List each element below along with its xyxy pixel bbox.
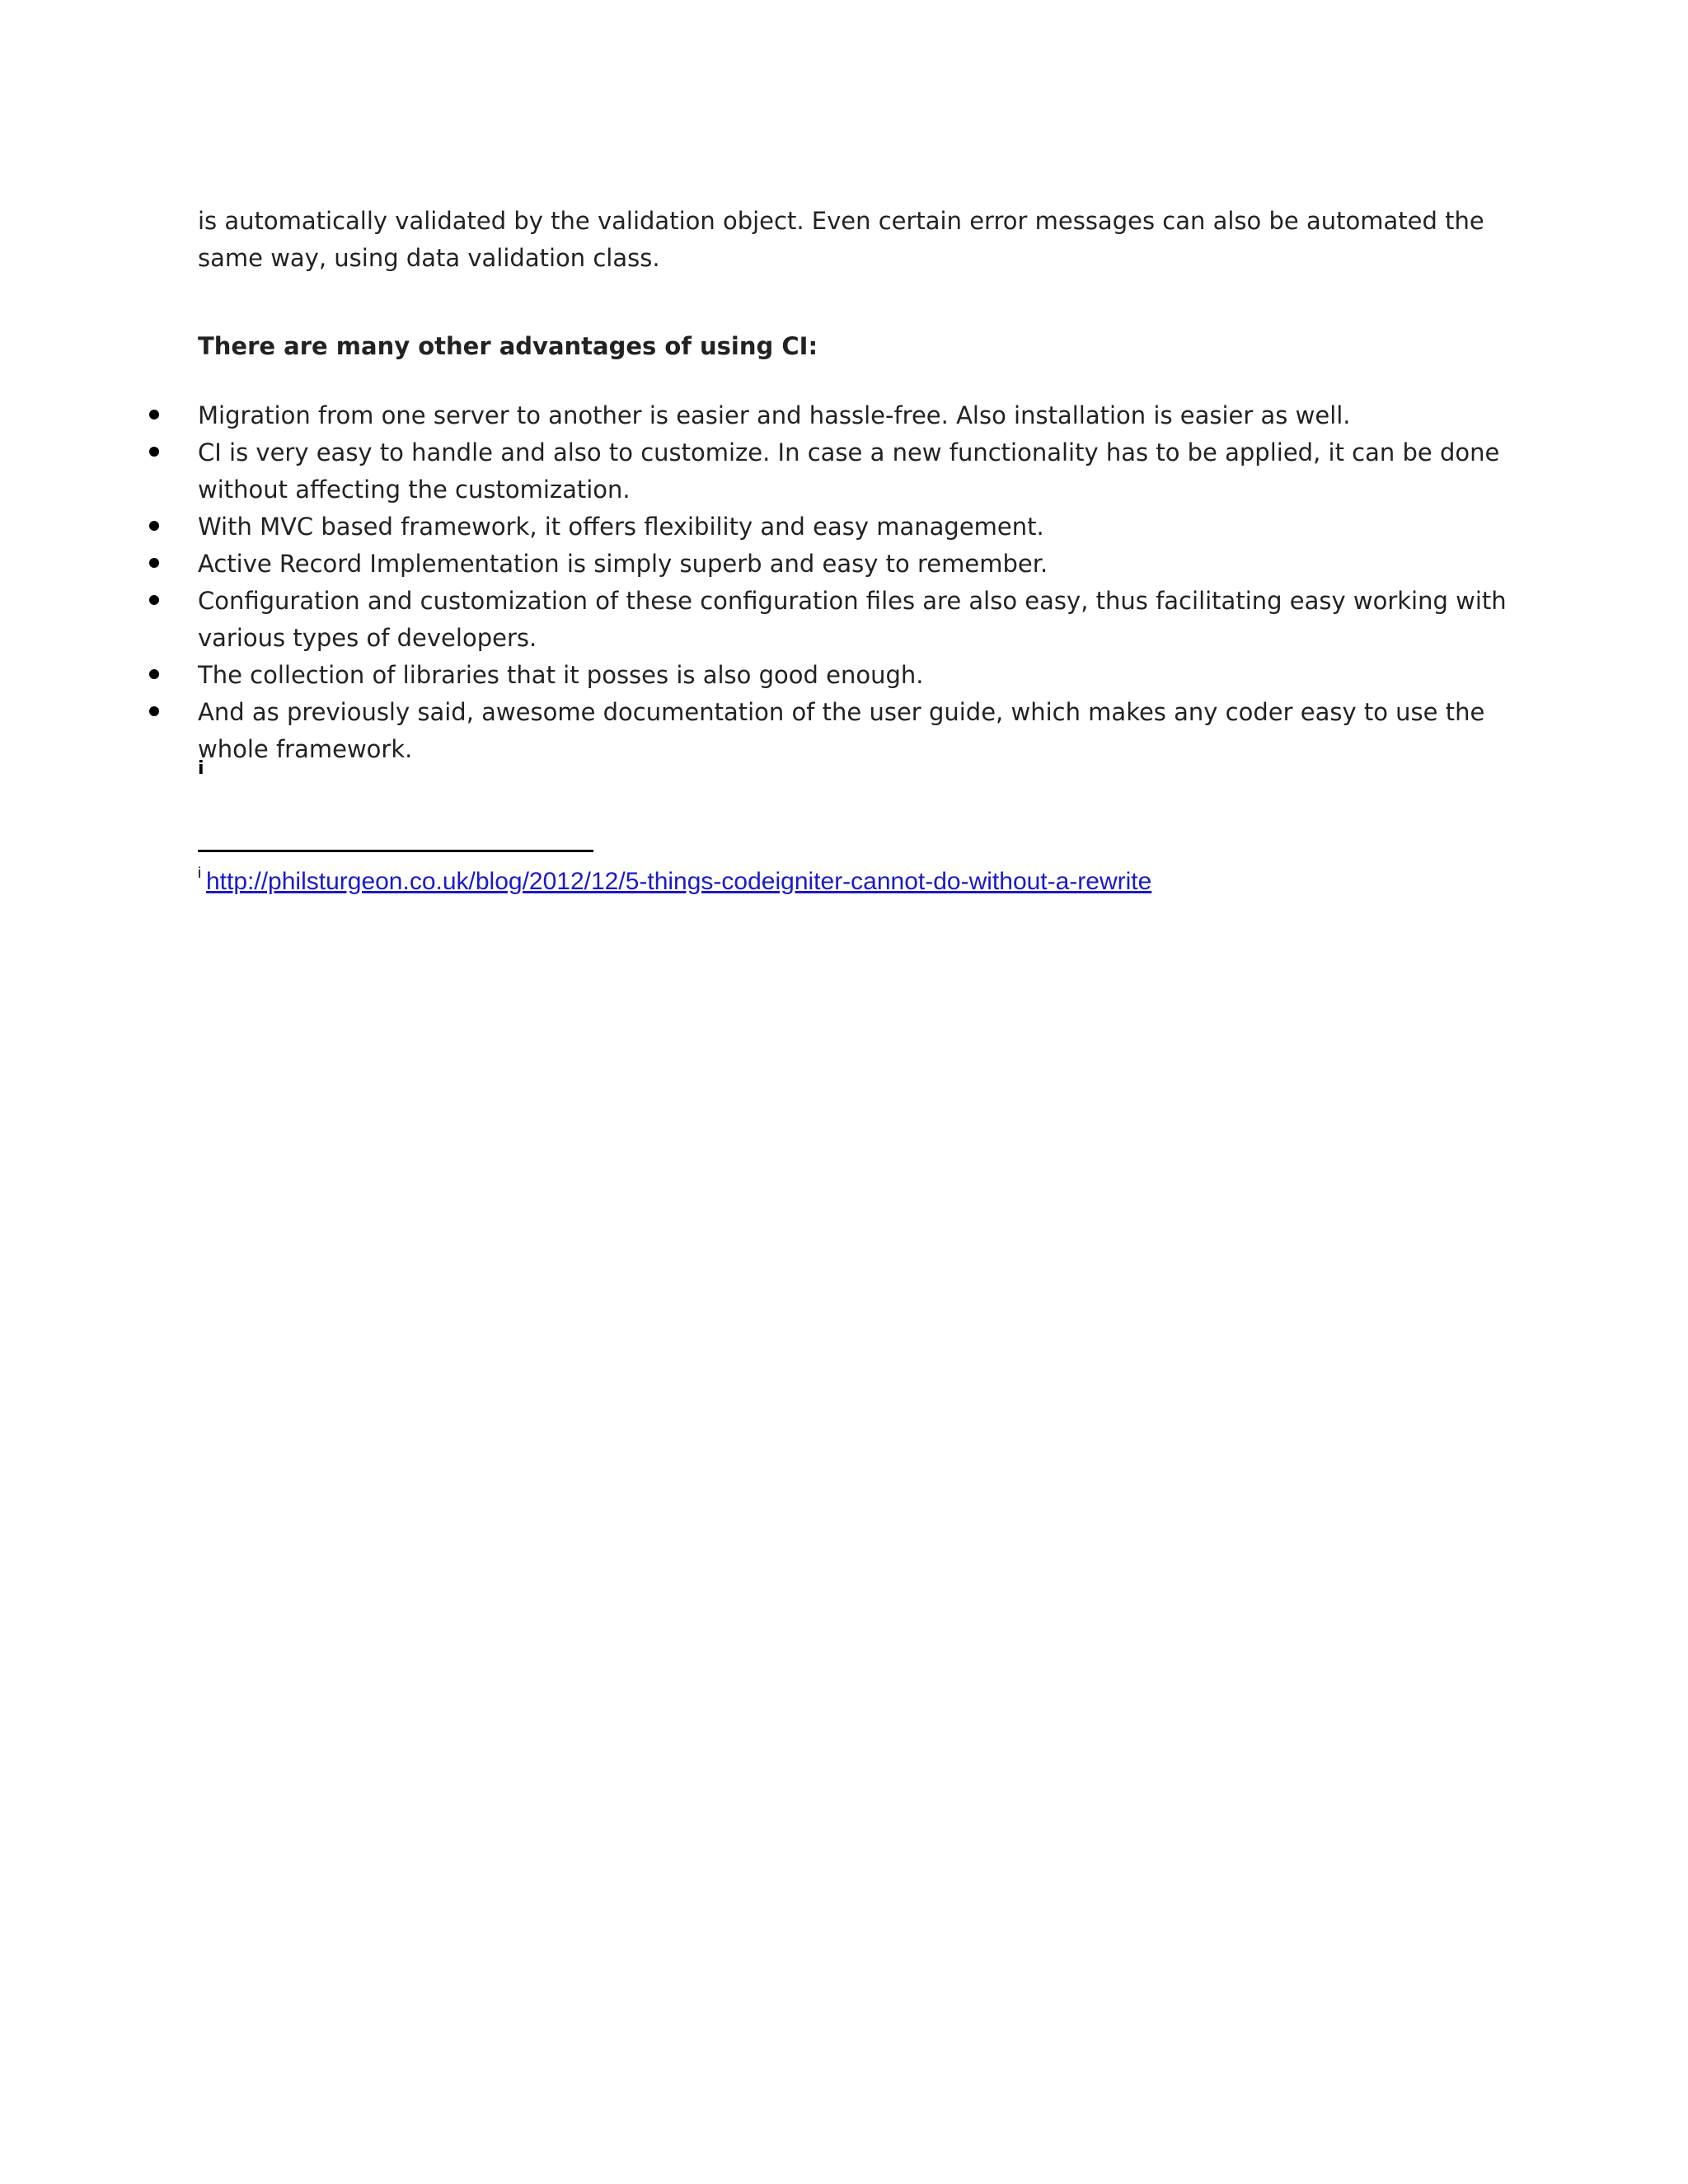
list-item-text: Active Record Implementation is simply superb and easy to remember.	[198, 550, 1048, 578]
list-item-text: CI is very easy to handle and also to customize. In case a new functionality has to be applied, it can be done without affecting the customization.	[198, 438, 1500, 504]
endnote-reference-marker[interactable]: i	[198, 758, 204, 779]
list-item-text: The collection of libraries that it posses is also good enough.	[198, 661, 924, 689]
bullet-icon	[149, 410, 159, 419]
list-item	[198, 657, 1517, 694]
footnote-marker: i	[198, 865, 201, 881]
list-item-text: Migration from one server to another is easier and hassle-free. Also installation is easier as well.	[198, 401, 1351, 429]
list-item	[198, 509, 1517, 546]
intro-paragraph: is automatically validated by the validation object. Even certain error messages can also be automated the same way, using data validation class.	[198, 207, 1484, 272]
footnote-link[interactable]: http://philsturgeon.co.uk/blog/2012/12/5-things-codeigniter-cannot-do-without-a-rewrite	[206, 868, 1152, 895]
list-item-text: And as previously said, awesome documentation of the user guide, which makes any coder easy to use the whole framework.	[198, 698, 1485, 763]
bullet-icon	[149, 669, 159, 679]
list-item	[198, 434, 1517, 509]
advantages-list	[198, 397, 1517, 768]
bullet-icon	[149, 521, 159, 531]
list-item	[198, 546, 1517, 583]
list-item	[198, 397, 1517, 434]
footnote-separator	[198, 850, 593, 852]
list-item-text: Configuration and customization of these configuration files are also easy, thus facilitating easy working with various types of developers.	[198, 587, 1507, 652]
footnote	[198, 865, 1151, 898]
list-item-text: With MVC based framework, it offers flexibility and easy management.	[198, 513, 1044, 541]
bullet-icon	[149, 558, 159, 568]
list-item	[198, 583, 1517, 657]
list-item	[198, 694, 1517, 768]
section-heading: There are many other advantages of using CI:	[198, 332, 818, 360]
bullet-icon	[149, 447, 159, 457]
bullet-icon	[149, 595, 159, 605]
bullet-icon	[149, 706, 159, 716]
